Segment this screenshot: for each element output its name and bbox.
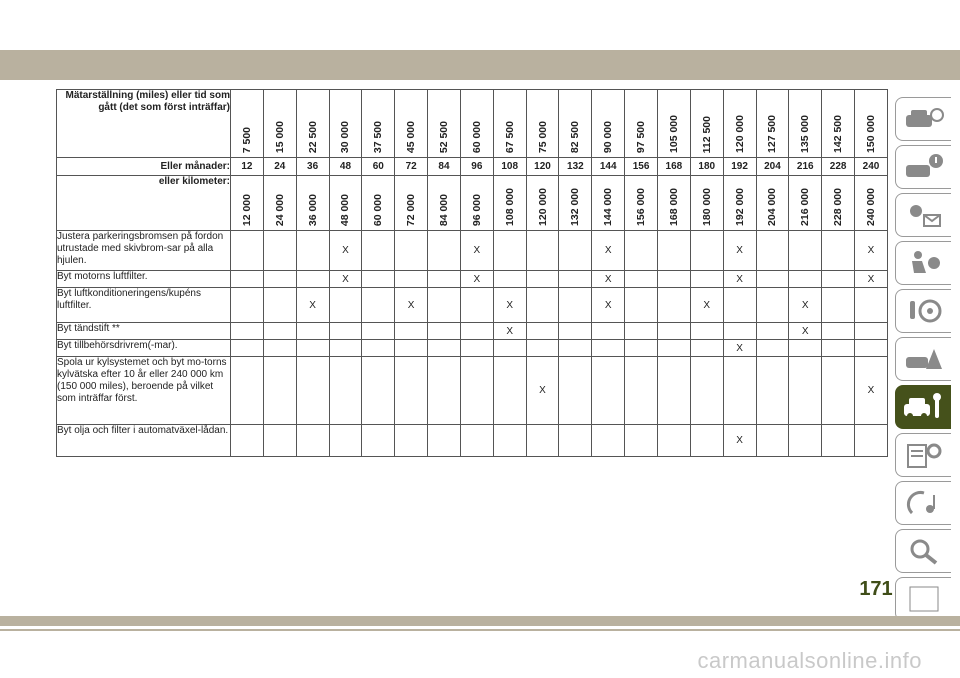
schedule-cell: [756, 340, 789, 357]
service-mark: X: [526, 357, 559, 425]
miles-value: 7 500: [240, 126, 253, 153]
miles-value: 105 000: [667, 115, 680, 153]
bottom-band: [0, 616, 960, 626]
schedule-cell: [690, 231, 723, 271]
service-mark: X: [723, 231, 756, 271]
miles-value: 150 000: [865, 115, 878, 153]
schedule-cell: [855, 288, 888, 323]
months-value: 120: [526, 158, 559, 176]
tab-dashboard-lights[interactable]: [895, 193, 951, 237]
schedule-cell: [756, 323, 789, 340]
miles-value: 127 500: [766, 115, 779, 153]
service-mark: X: [296, 288, 329, 323]
schedule-cell: [362, 271, 395, 288]
service-mark: X: [329, 271, 362, 288]
months-value: 180: [690, 158, 723, 176]
miles-header-cell: [592, 90, 625, 158]
table-row: [57, 323, 888, 340]
schedule-cell: [296, 231, 329, 271]
months-value: 96: [460, 158, 493, 176]
schedule-cell: [231, 231, 264, 271]
miles-header-cell: [657, 90, 690, 158]
task-label: Byt luftkonditioneringens/kupéns luftfilter.: [57, 288, 231, 323]
schedule-cell: [362, 425, 395, 457]
km-value: 24 000: [273, 193, 286, 226]
months-value: 228: [822, 158, 855, 176]
schedule-cell: [428, 425, 461, 457]
page-number: 171: [859, 578, 893, 600]
km-header-cell: [263, 176, 296, 231]
months-value: 144: [592, 158, 625, 176]
schedule-cell: [690, 357, 723, 425]
tab-search[interactable]: [895, 529, 951, 573]
km-value: 108 000: [503, 188, 516, 226]
km-header-cell: [231, 176, 264, 231]
schedule-cell: [855, 340, 888, 357]
schedule-cell: [526, 323, 559, 340]
schedule-cell: [460, 288, 493, 323]
tab-emergency[interactable]: [895, 337, 951, 381]
miles-value: 75 000: [536, 120, 549, 153]
km-header-cell: [592, 176, 625, 231]
schedule-cell: [822, 425, 855, 457]
km-value: 192 000: [733, 188, 746, 226]
task-label: Spola ur kylsystemet och byt mo-torns kylvätska efter 10 år eller 240 000 km (150 000 miles), beroende på vilket som inträffar först.: [57, 357, 231, 425]
schedule-cell: [428, 288, 461, 323]
miles-header-cell: [822, 90, 855, 158]
months-value: 48: [329, 158, 362, 176]
months-value: 108: [493, 158, 526, 176]
schedule-cell: [493, 340, 526, 357]
schedule-cell: [296, 425, 329, 457]
schedule-cell: [231, 271, 264, 288]
km-value: 168 000: [667, 188, 680, 226]
tab-starting-driving[interactable]: [895, 289, 951, 333]
months-header-label: Eller månader:: [57, 158, 231, 176]
schedule-cell: [231, 323, 264, 340]
schedule-cell: [362, 288, 395, 323]
km-value: 132 000: [569, 188, 582, 226]
miles-header-label: Mätarställning (miles) eller tid som gått (det som först inträffar): [57, 90, 231, 158]
service-mark: X: [855, 357, 888, 425]
schedule-cell: [526, 231, 559, 271]
km-value: 204 000: [766, 188, 779, 226]
miles-header-cell: [296, 90, 329, 158]
media-music-icon: [904, 489, 944, 517]
km-value: 12 000: [240, 193, 253, 226]
schedule-cell: [822, 231, 855, 271]
schedule-cell: [231, 357, 264, 425]
km-value: 72 000: [405, 193, 418, 226]
schedule-cell: [625, 271, 658, 288]
miles-header-cell: [789, 90, 822, 158]
service-mark: X: [723, 271, 756, 288]
schedule-cell: [493, 271, 526, 288]
km-value: 144 000: [602, 188, 615, 226]
task-label: Byt motorns luftfilter.: [57, 271, 231, 288]
bottom-rule: [0, 629, 960, 631]
schedule-cell: [789, 271, 822, 288]
task-label: Justera parkeringsbromsen på fordon utrustade med skivbrom-sar på alla hjulen.: [57, 231, 231, 271]
schedule-cell: [592, 425, 625, 457]
schedule-cell: [329, 357, 362, 425]
km-value: 216 000: [799, 188, 812, 226]
schedule-cell: [329, 340, 362, 357]
tab-service-maintenance[interactable]: [895, 385, 951, 429]
schedule-cell: [395, 323, 428, 340]
km-value: 96 000: [470, 193, 483, 226]
schedule-cell: [625, 288, 658, 323]
specs-gear-icon: [904, 441, 944, 469]
km-header-cell: [625, 176, 658, 231]
km-header-cell: [460, 176, 493, 231]
schedule-cell: [625, 340, 658, 357]
schedule-cell: [263, 340, 296, 357]
schedule-cell: [855, 425, 888, 457]
schedule-cell: [657, 271, 690, 288]
task-label: Byt tillbehörsdrivrem(-mar).: [57, 340, 231, 357]
months-value: 168: [657, 158, 690, 176]
table-row: [57, 288, 888, 323]
schedule-cell: [460, 323, 493, 340]
schedule-cell: [657, 340, 690, 357]
months-value: 60: [362, 158, 395, 176]
miles-value: 67 500: [503, 120, 516, 153]
schedule-cell: [231, 288, 264, 323]
watermark: carmanualsonline.info: [697, 648, 922, 673]
service-mark: X: [493, 323, 526, 340]
km-header-cell: [756, 176, 789, 231]
miles-value: 52 500: [437, 120, 450, 153]
miles-header-row: [57, 90, 888, 158]
km-value: 156 000: [635, 188, 648, 226]
table-row: [57, 357, 888, 425]
schedule-cell: [690, 271, 723, 288]
miles-value: 135 000: [799, 115, 812, 153]
schedule-cell: [296, 357, 329, 425]
schedule-cell: [329, 425, 362, 457]
steering-wheel-icon: [904, 297, 944, 325]
schedule-cell: [296, 323, 329, 340]
miles-value: 22 500: [306, 120, 319, 153]
schedule-cell: [559, 340, 592, 357]
schedule-cell: [822, 340, 855, 357]
miles-value: 60 000: [470, 120, 483, 153]
km-value: 60 000: [372, 193, 385, 226]
service-mark: X: [395, 288, 428, 323]
months-value: 132: [559, 158, 592, 176]
schedule-cell: [723, 288, 756, 323]
schedule-cell: [428, 340, 461, 357]
service-mark: X: [592, 271, 625, 288]
miles-header-cell: [756, 90, 789, 158]
schedule-cell: [296, 340, 329, 357]
schedule-cell: [592, 357, 625, 425]
service-mark: X: [329, 231, 362, 271]
schedule-cell: [822, 288, 855, 323]
miles-header-cell: [723, 90, 756, 158]
months-value: 216: [789, 158, 822, 176]
schedule-cell: [428, 231, 461, 271]
schedule-cell: [657, 357, 690, 425]
miles-header-cell: [231, 90, 264, 158]
table-row: [57, 231, 888, 271]
schedule-cell: [263, 323, 296, 340]
service-mark: X: [723, 340, 756, 357]
miles-value: 82 500: [569, 120, 582, 153]
schedule-cell: [690, 340, 723, 357]
service-mark: X: [855, 231, 888, 271]
miles-header-cell: [559, 90, 592, 158]
maintenance-schedule-table: [56, 89, 888, 457]
km-value: 180 000: [700, 188, 713, 226]
tab-safety[interactable]: [895, 241, 951, 285]
miles-header-cell: [526, 90, 559, 158]
miles-header-cell: [362, 90, 395, 158]
tab-technical-specs[interactable]: [895, 433, 951, 477]
schedule-cell: [657, 425, 690, 457]
miles-header-cell: [428, 90, 461, 158]
schedule-cell: [756, 288, 789, 323]
service-mark: X: [592, 231, 625, 271]
schedule-cell: [526, 271, 559, 288]
miles-header-cell: [493, 90, 526, 158]
schedule-cell: [756, 231, 789, 271]
service-mark: X: [592, 288, 625, 323]
alphabet-index-icon: [904, 585, 944, 613]
schedule-cell: [625, 231, 658, 271]
schedule-cell: [395, 357, 428, 425]
schedule-cell: [559, 323, 592, 340]
schedule-cell: [756, 357, 789, 425]
miles-value: 142 500: [832, 115, 845, 153]
months-value: 192: [723, 158, 756, 176]
km-header-cell: [690, 176, 723, 231]
km-header-cell: [493, 176, 526, 231]
schedule-cell: [657, 231, 690, 271]
schedule-cell: [592, 323, 625, 340]
schedule-cell: [526, 340, 559, 357]
schedule-cell: [625, 357, 658, 425]
service-mark: X: [855, 271, 888, 288]
schedule-cell: [329, 288, 362, 323]
schedule-cell: [493, 231, 526, 271]
miles-value: 112 500: [700, 115, 713, 153]
schedule-cell: [756, 425, 789, 457]
km-header-cell: [428, 176, 461, 231]
km-header-cell: [822, 176, 855, 231]
schedule-cell: [789, 340, 822, 357]
tab-index[interactable]: [895, 577, 951, 621]
schedule-cell: [263, 425, 296, 457]
miles-value: 37 500: [372, 120, 385, 153]
schedule-cell: [493, 425, 526, 457]
top-band: [0, 50, 960, 80]
miles-header-cell: [395, 90, 428, 158]
schedule-cell: [263, 271, 296, 288]
schedule-cell: [625, 323, 658, 340]
table-row: [57, 425, 888, 457]
schedule-cell: [362, 323, 395, 340]
service-mark: X: [493, 288, 526, 323]
miles-header-cell: [460, 90, 493, 158]
schedule-cell: [559, 425, 592, 457]
months-value: 156: [625, 158, 658, 176]
schedule-cell: [263, 231, 296, 271]
tab-warning-info[interactable]: [895, 145, 951, 189]
schedule-cell: [493, 357, 526, 425]
schedule-cell: [460, 425, 493, 457]
schedule-cell: [263, 288, 296, 323]
km-value: 84 000: [437, 193, 450, 226]
km-header-cell: [723, 176, 756, 231]
car-info-icon: [904, 105, 944, 133]
schedule-cell: [263, 357, 296, 425]
schedule-cell: [362, 340, 395, 357]
dashboard-lights-icon: [904, 201, 944, 229]
tab-vehicle-info[interactable]: [895, 97, 951, 141]
miles-header-cell: [329, 90, 362, 158]
schedule-cell: [822, 323, 855, 340]
schedule-cell: [329, 323, 362, 340]
schedule-cell: [657, 323, 690, 340]
km-header-cell: [395, 176, 428, 231]
service-mark: X: [723, 425, 756, 457]
schedule-cell: [756, 271, 789, 288]
km-header-cell: [855, 176, 888, 231]
schedule-cell: [395, 340, 428, 357]
service-mark: X: [789, 288, 822, 323]
schedule-cell: [428, 357, 461, 425]
warning-info-icon: [904, 153, 944, 181]
miles-value: 15 000: [273, 120, 286, 153]
schedule-cell: [428, 271, 461, 288]
schedule-cell: [592, 340, 625, 357]
months-value: 12: [231, 158, 264, 176]
schedule-cell: [559, 271, 592, 288]
miles-value: 97 500: [635, 120, 648, 153]
miles-header-cell: [263, 90, 296, 158]
task-label: Byt tändstift **: [57, 323, 231, 340]
months-value: 240: [855, 158, 888, 176]
airbag-seat-icon: [904, 249, 944, 277]
miles-header-cell: [855, 90, 888, 158]
schedule-cell: [625, 425, 658, 457]
service-mark: X: [460, 231, 493, 271]
km-value: 48 000: [339, 193, 352, 226]
schedule-cell: [723, 323, 756, 340]
chapter-tabs: [895, 97, 955, 625]
schedule-cell: [395, 271, 428, 288]
schedule-cell: [395, 231, 428, 271]
months-value: 204: [756, 158, 789, 176]
schedule-cell: [822, 357, 855, 425]
task-label: Byt olja och filter i automatväxel-lådan.: [57, 425, 231, 457]
schedule-cell: [690, 425, 723, 457]
schedule-cell: [723, 357, 756, 425]
schedule-cell: [789, 425, 822, 457]
tab-multimedia[interactable]: [895, 481, 951, 525]
schedule-cell: [362, 357, 395, 425]
schedule-cell: [559, 231, 592, 271]
km-value: 240 000: [865, 188, 878, 226]
schedule-cell: [822, 271, 855, 288]
schedule-cell: [460, 357, 493, 425]
schedule-cell: [559, 288, 592, 323]
table-row: [57, 271, 888, 288]
schedule-cell: [855, 323, 888, 340]
table-row: [57, 340, 888, 357]
months-value: 84: [428, 158, 461, 176]
schedule-cell: [789, 357, 822, 425]
km-header-cell: [789, 176, 822, 231]
km-header-cell: [657, 176, 690, 231]
schedule-cell: [428, 323, 461, 340]
miles-value: 90 000: [602, 120, 615, 153]
schedule-cell: [690, 323, 723, 340]
km-value: 36 000: [306, 193, 319, 226]
search-icon: [904, 537, 944, 565]
km-header-cell: [526, 176, 559, 231]
km-value: 228 000: [832, 188, 845, 226]
miles-value: 30 000: [339, 120, 352, 153]
schedule-cell: [296, 271, 329, 288]
schedule-cell: [395, 425, 428, 457]
schedule-cell: [789, 231, 822, 271]
service-mark: X: [460, 271, 493, 288]
service-mark: X: [690, 288, 723, 323]
schedule-cell: [362, 231, 395, 271]
km-header-cell: [362, 176, 395, 231]
months-value: 36: [296, 158, 329, 176]
months-header-row: [57, 158, 888, 176]
km-header-cell: [296, 176, 329, 231]
months-value: 72: [395, 158, 428, 176]
schedule-cell: [231, 340, 264, 357]
schedule-cell: [231, 425, 264, 457]
schedule-cell: [657, 288, 690, 323]
schedule-cell: [460, 340, 493, 357]
miles-header-cell: [625, 90, 658, 158]
miles-value: 45 000: [405, 120, 418, 153]
miles-header-cell: [690, 90, 723, 158]
km-header-label: eller kilometer:: [57, 176, 231, 231]
schedule-cell: [526, 288, 559, 323]
service-mark: X: [789, 323, 822, 340]
months-value: 24: [263, 158, 296, 176]
service-tools-icon: [902, 392, 946, 422]
schedule-cell: [559, 357, 592, 425]
roadside-warning-icon: [904, 345, 944, 373]
km-value: 120 000: [536, 188, 549, 226]
miles-value: 120 000: [733, 115, 746, 153]
schedule-cell: [526, 425, 559, 457]
km-header-cell: [329, 176, 362, 231]
km-header-row: [57, 176, 888, 231]
km-header-cell: [559, 176, 592, 231]
